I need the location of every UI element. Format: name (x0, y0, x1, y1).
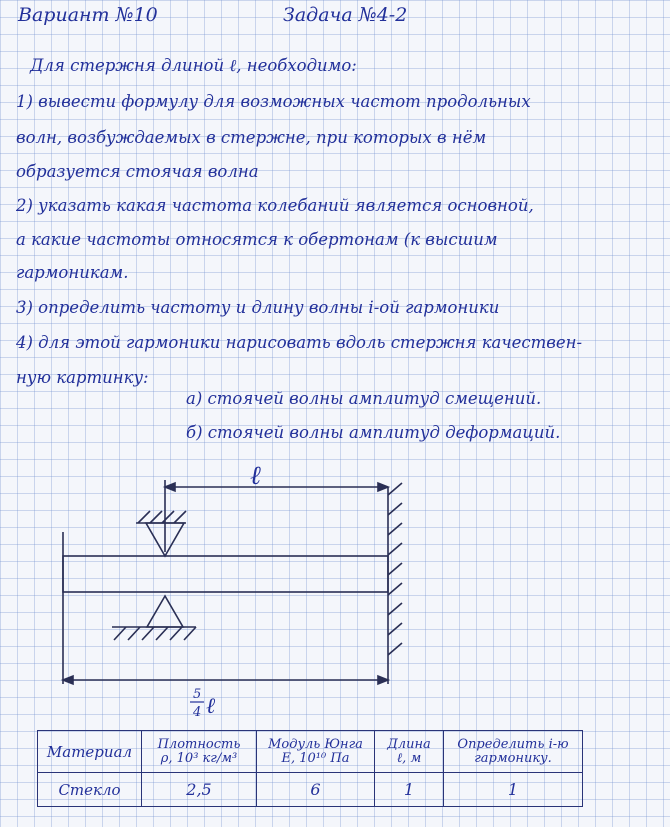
parameters-table (37, 730, 583, 807)
cell-material: Стекло (38, 773, 142, 807)
cell-density: 2,5 (142, 773, 257, 807)
full-arrow-left (63, 676, 73, 684)
header-length-unit: ℓ, м (396, 750, 422, 766)
header-harmonic-title: Определить i-ю (457, 736, 569, 752)
task-item-a: а) стоячей волны амплитуд смещений. (186, 389, 542, 408)
table-row (38, 773, 583, 807)
task-line-5: а какие частоты относятся к обертонам (к высшим (16, 230, 498, 249)
header-material: Материал (38, 731, 142, 773)
task-title: Задача №4-2 (283, 4, 408, 26)
table-header-row (38, 731, 583, 773)
full-length-den: 4 (193, 705, 202, 720)
header-length (375, 731, 444, 773)
fixed-wall (388, 483, 402, 684)
header-length-title: Длина (387, 736, 431, 752)
task-line-1: 1) вывести формулу для возможных частот продольных (16, 92, 531, 111)
variant-title: Вариант №10 (18, 4, 158, 26)
cell-length: 1 (375, 773, 444, 807)
task-line-7: 3) определить частоту и длину волны i-ой гармоники (16, 298, 500, 317)
task-line-4: 2) указать какая частота колебаний является основной, (16, 196, 534, 215)
header-modulus-unit: E, 10¹⁰ Па (281, 750, 350, 766)
task-line-2: волн, возбуждаемых в стержне, при которых в нём (16, 128, 487, 147)
header-harmonic (444, 731, 583, 773)
cell-modulus: 6 (257, 773, 375, 807)
rod (63, 556, 388, 592)
task-item-b: б) стоячей волны амплитуд деформаций. (186, 423, 561, 442)
length-arrow-right (378, 483, 388, 491)
top-support (136, 511, 186, 556)
length-arrow-left (165, 483, 175, 491)
header-density-title: Плотность (157, 736, 241, 752)
header-modulus-title: Модуль Юнга (268, 736, 363, 752)
cell-harmonic: 1 (444, 773, 583, 807)
bottom-support (112, 596, 196, 640)
task-line-3: образуется стоячая волна (16, 162, 259, 181)
full-length-var: ℓ (206, 694, 216, 719)
header-density (142, 731, 257, 773)
header-modulus (257, 731, 375, 773)
header-harmonic-sub: гармонику. (474, 750, 552, 766)
task-line-9: ную картинку: (16, 368, 149, 387)
full-arrow-right (378, 676, 388, 684)
full-length-num: 5 (193, 687, 202, 702)
length-label: ℓ (250, 461, 261, 491)
task-line-8: 4) для этой гармоники нарисовать вдоль стержня качествен- (16, 333, 583, 352)
header-density-unit: ρ, 10³ кг/м³ (160, 750, 238, 766)
task-line-6: гармоникам. (16, 263, 129, 282)
task-intro: Для стержня длиной ℓ, необходимо: (30, 56, 357, 75)
